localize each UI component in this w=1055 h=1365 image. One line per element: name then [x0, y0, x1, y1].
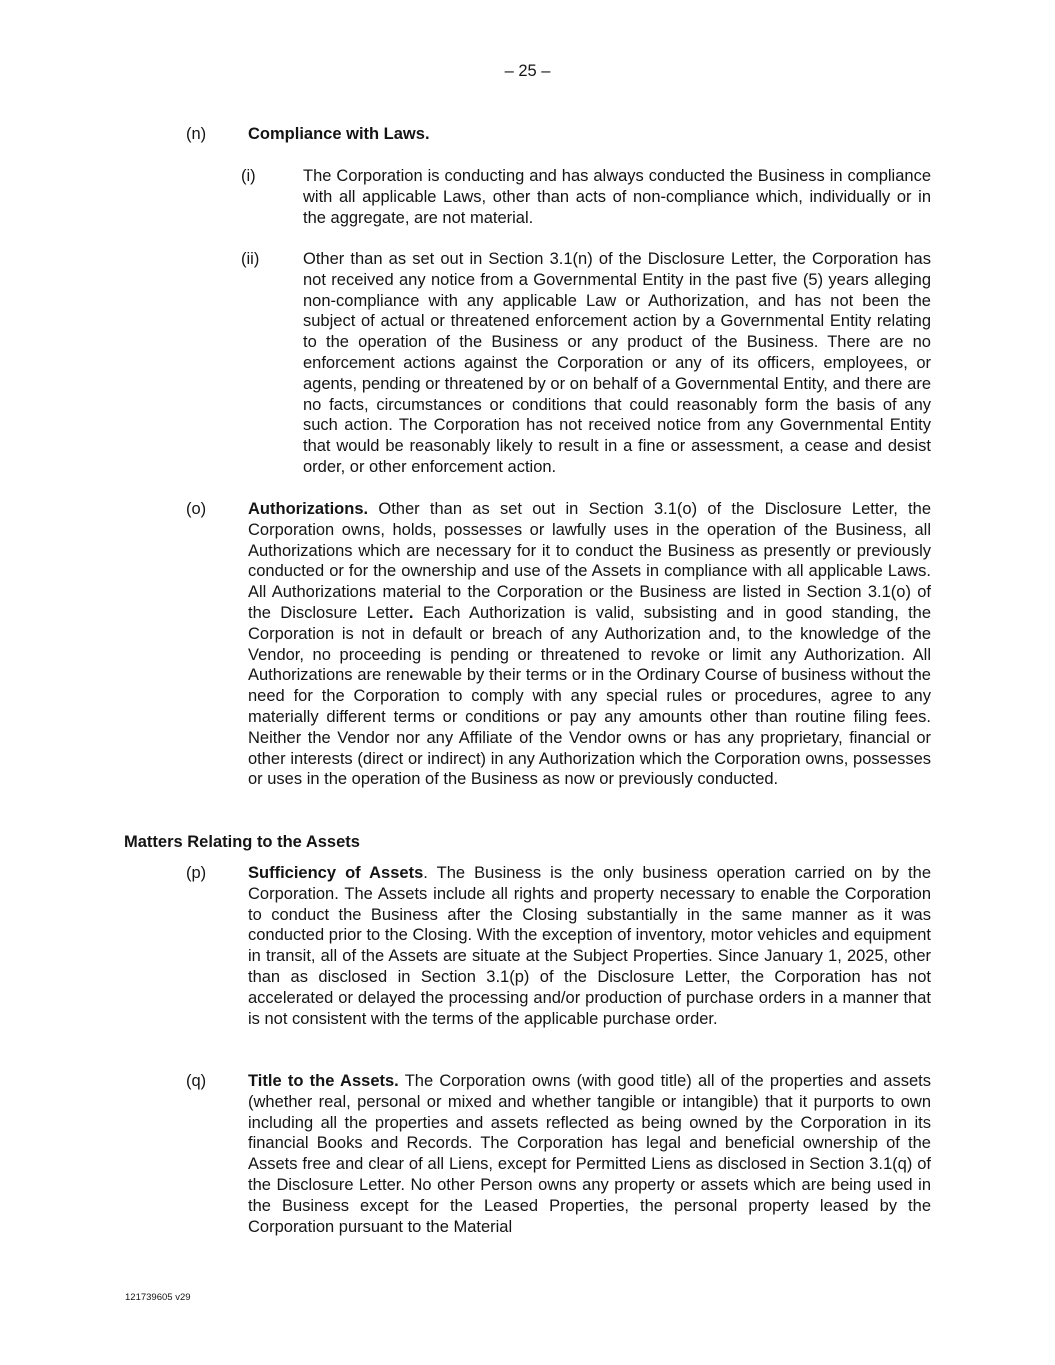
- clause-p-paragraph: [248, 863, 931, 1029]
- clause-o-bold-period: .: [408, 603, 414, 622]
- clause-o-text-a: Other than as set out in Section 3.1(o) of the Disclosure Letter, the Corporation owns, holds, possesses or lawfully uses in the operation of the Business, all Authorizations which are necessary for it to conduct the Business as presently or previously conducted or for the ownership and use of the Assets in compliance with all applicable Laws. All Authorizations material to the Corporation or the Business are listed in Section 3.1(o) of the Disclosure Letter: [248, 500, 931, 622]
- clause-q-paragraph: [248, 1071, 931, 1237]
- clause-q-text: The Corporation owns (with good title) all of the properties and assets (whether real, personal or mixed and whether tangible or intangible) that it purports to own including all the properties and assets reflected as being owned by the Corporation in its financial Books and Records. The Corporation has legal and beneficial ownership of the Assets free and clear of all Liens, except for Permitted Liens as disclosed in Section 3.1(q) of the Disclosure Letter. No other Person owns any property or assets which are being used in the Business except for the Leased Properties, the personal property leased by the Corporation pursuant to the Material: [248, 1072, 931, 1236]
- clause-n-i-text: The Corporation is conducting and has always conducted the Business in compliance with all applicable Laws, other than acts of non-compliance which, individually or in the aggregate, are not material.: [303, 167, 931, 227]
- clause-p-title: Sufficiency of Assets: [248, 864, 424, 882]
- clause-p-label: (p): [186, 864, 207, 882]
- clause-n-ii-text: Other than as set out in Section 3.1(n) of the Disclosure Letter, the Corporation has not received any notice from a Governmental Entity in the past five (5) years alleging non-compliance with any applicable Law or Authorization, and has not been the subject of actual or threatened enforcement action by a Governmental Entity relating to the operation of the Business or any product of the Business. There are no enforcement actions against the Corporation or any of its officers, employees, or agents, pending or threatened by or on behalf of a Governmental Entity, and there are no facts, circumstances or conditions that could reasonably form the basis of any such action. The Corporation has not received notice from any Governmental Entity that would be reasonably likely to result in a fine or assessment, a cease and desist order, or other enforcement action.: [303, 250, 931, 476]
- document-id-footer: 121739605 v29: [125, 1292, 191, 1303]
- clause-o-paragraph: [248, 499, 931, 790]
- page-number: – 25 –: [504, 62, 551, 80]
- clause-n-heading: Compliance with Laws.: [248, 125, 430, 143]
- clause-n-ii-label: (ii): [241, 250, 260, 268]
- clause-q-label: (q): [186, 1072, 207, 1090]
- clause-q-title: Title to the Assets.: [248, 1072, 399, 1090]
- clause-o-label: (o): [186, 500, 207, 518]
- clause-p-text: . The Business is the only business operation carried on by the Corporation. The Assets include all rights and property necessary to enable the Corporation to conduct the Business after the Closing substantially in the same manner as it was conducted prior to the Closing. With the exception of inventory, motor vehicles and equipment in transit, all of the Assets are situate at the Subject Properties. Since January 1, 2025, other than as disclosed in Section 3.1(p) of the Disclosure Letter, the Corporation has not accelerated or delayed the processing and/or production of purchase orders in a manner that is not consistent with the terms of the applicable purchase order.: [248, 864, 931, 1028]
- clause-o-title: Authorizations.: [248, 500, 369, 518]
- clause-o-text-b: Each Authorization is valid, subsisting and in good standing, the Corporation is not in default or breach of any Authorization and, to the knowledge of the Vendor, no proceeding is pending or threatened to revoke or limit any Authorization. All Authorizations are renewable by their terms or in the Ordinary Course of business without the need for the Corporation to comply with any special rules or procedures, agree to any materially different terms or conditions or pay any amounts other than routine filing fees. Neither the Vendor nor any Affiliate of the Vendor owns or has any proprietary, financial or other interests (direct or indirect) in any Authorization which the Corporation owns, possesses or uses in the operation of the Business as now or previously conducted.: [248, 603, 932, 789]
- clause-n-i-label: (i): [241, 167, 256, 185]
- section-heading: Matters Relating to the Assets: [124, 833, 360, 851]
- clause-n-label: (n): [186, 125, 207, 143]
